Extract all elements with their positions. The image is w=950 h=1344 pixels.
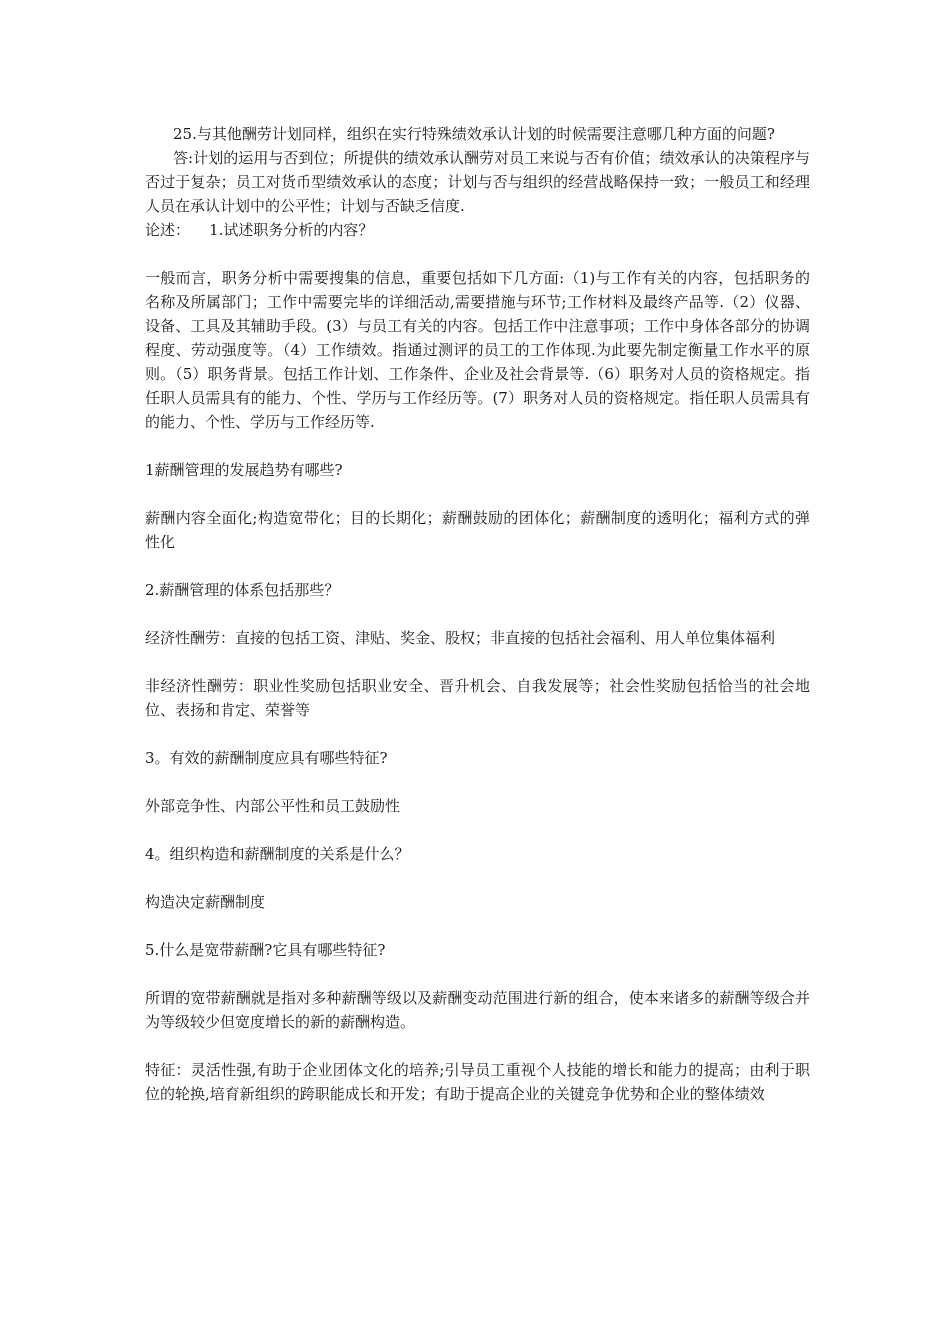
- answer-25: 答:计划的运用与否到位；所提供的绩效承认酬劳对员工来说与否有价值；绩效承认的决策程序与否过于复杂；员工对货币型绩效承认的态度；计划与否与组织的经营战略保持一致；一般员工和经理人员在承认计划中的公平性；计划与否缺乏信度.: [145, 149, 810, 215]
- answer-5-features: 特征：灵活性强,有助于企业团体文化的培养;引导员工重视个人技能的增长和能力的提高；由利于职位的轮换,培育新组织的跨职能成长和开发；有助于提高企业的关键竞争优势和企业的整体绩效: [145, 1061, 810, 1103]
- question-5: 5.什么是宽带薪酬?它具有哪些特征?: [145, 941, 386, 959]
- answer-5-definition: 所谓的宽带薪酬就是指对多种薪酬等级以及薪酬变动范围进行新的组合，使本来诸多的薪酬等级合并为等级较少但宽度增长的新的薪酬构造。: [145, 989, 810, 1031]
- answer-2-non-economic: 非经济性酬劳：职业性奖励包括职业安全、晋升机会、自我发展等；社会性奖励包括恰当的社会地位、表扬和肯定、荣誉等: [145, 677, 810, 719]
- essay-answer: 一般而言，职务分析中需要搜集的信息，重要包括如下几方面:（1)与工作有关的内容，包括职务的名称及所属部门；工作中需要完毕的详细活动,需要措施与环节;工作材料及最终产品等.（2）仪器、设备、工具及其辅助手段。(3）与员工有关的内容。包括工作中注意事项；工作中身体各部分的协调程度、劳动强度等。（4）工作绩效。指通过测评的员工的工作体现.为此要先制定衡量工作水平的原则。（5）职务背景。包括工作计划、工作条件、企业及社会背景等.（6）职务对人员的资格规定。指任职人员需具有的能力、个性、学历与工作经历等。(7）职务对人员的资格规定。指任职人员需具有的能力、个性、学历与工作经历等.: [145, 269, 810, 431]
- question-1: 1薪酬管理的发展趋势有哪些?: [145, 461, 343, 479]
- question-25: 25.与其他酬劳计划同样，组织在实行特殊绩效承认计划的时候需要注意哪几种方面的问题?: [173, 125, 775, 143]
- answer-1: 薪酬内容全面化;构造宽带化；目的长期化；薪酬鼓励的团体化；薪酬制度的透明化；福利方式的弹性化: [145, 509, 810, 551]
- essay-heading: 论述： 1.试述职务分析的内容？: [145, 221, 374, 239]
- question-2: 2.薪酬管理的体系包括那些？: [145, 581, 340, 599]
- answer-3: 外部竞争性、内部公平性和员工鼓励性: [145, 797, 401, 815]
- answer-4: 构造决定薪酬制度: [145, 893, 266, 911]
- question-3: 3。有效的薪酬制度应具有哪些特征?: [145, 749, 388, 767]
- answer-2-economic: 经济性酬劳：直接的包括工资、津贴、奖金、股权；非直接的包括社会福利、用人单位集体福利: [145, 629, 776, 647]
- question-4: 4。组织构造和薪酬制度的关系是什么？: [145, 845, 410, 863]
- document-page: [145, 122, 810, 1106]
